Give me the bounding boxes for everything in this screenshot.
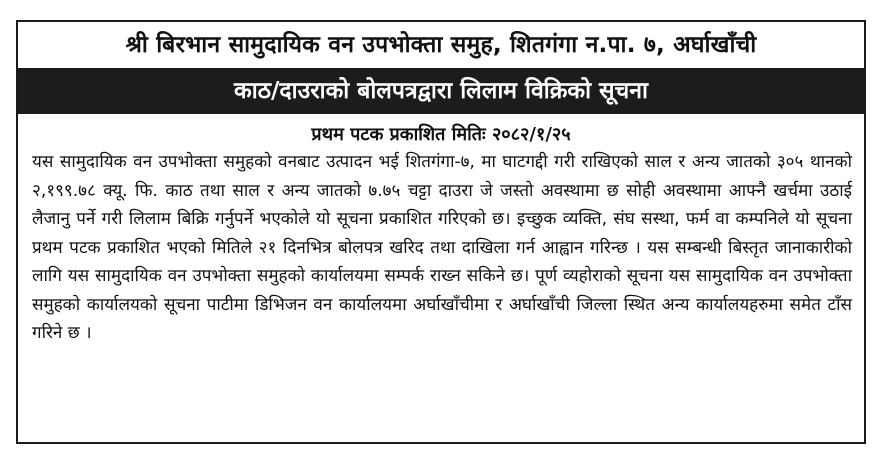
organization-heading: श्री बिरभान सामुदायिक वन उपभोक्ता समुह, शितगंगा न.पा. ७, अर्घाखाँची [125,32,757,58]
published-date: प्रथम पटक प्रकाशित मितिः २०८२/१/२५ [311,124,571,145]
notice-body-text: यस सामुदायिक वन उपभोक्ता समुहको वनबाट उत्पादन भई शितगंगा-७, मा घाटगद्दी गरी राखिएको साल र अन्य जातको ३०५ थानको २,१९९.७८ क्यू. फि. काठ तथा साल र अन्य जातको ७.७५ चट्टा दाउरा जे जस्तो अवस्थामा छ सोही अवस्थामा आफ्नै खर्चमा उठाई लैजानु पर्ने गरी लिलाम बिक्रि गर्नुपर्ने भएकोले यो सूचना प्रकाशित गरिएको छ। इच्छुक व्यक्ति, संघ सस्था, फर्म वा कम्पनिले यो सूचना प्रथम पटक प्रकाशित भएको मितिले २१ दिनभित्र बोलपत्र खरिद तथा दाखिला गर्न आह्वान गरिन्छ । यस सम्बन्धी बिस्तृत जानाकारीको लागि यस सामुदायिक वन उपभोक्ता समुहको कार्यालयमा सम्पर्क राख्न सकिने छ। पूर्ण व्यहोराको सूचना यस सामुदायिक वन उपभोक्ता समुहको कार्यालयको सूचना पाटीमा डिभिजन वन कार्यालयमा अर्घाखाँचीमा र अर्घाखाँची जिल्ला स्थित अन्य कार्यालयहरुमा समेत टाँस गरिने छ । [32,152,852,343]
notice-title-banner: काठ/दाउराको बोलपत्रद्वारा लिलाम विक्रिको सूचना [18,68,864,114]
notice-box [16,20,866,444]
